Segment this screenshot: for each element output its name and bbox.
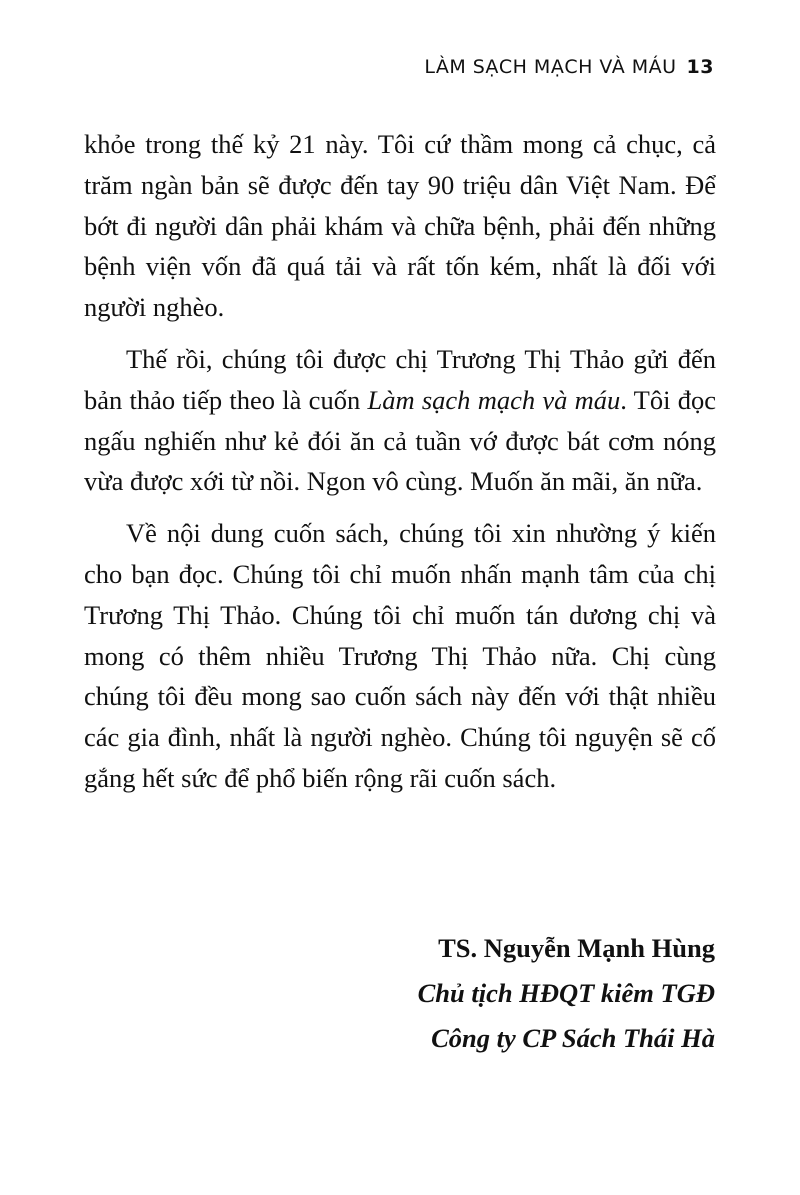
paragraph-2-text-before: Thế rồi, chúng tôi được chị Trương Thị Thảo gửi đến bản thảo tiếp theo là cuốn: [84, 343, 716, 415]
signatory-name: TS. Nguyễn Mạnh Hùng: [438, 933, 715, 963]
running-title: LÀM SẠCH MẠCH VÀ MÁU: [424, 56, 677, 78]
signatory-title: Chủ tịch HĐQT kiêm TGĐ: [417, 978, 715, 1008]
paragraph-2: [84, 339, 716, 502]
signatory-company: Công ty CP Sách Thái Hà: [431, 1023, 715, 1053]
signature-block: [418, 926, 715, 1061]
paragraph-1: khỏe trong thế kỷ 21 này. Tôi cứ thầm mong cả chục, cả trăm ngàn bản sẽ được đến tay 90 triệu dân Việt Nam. Để bớt đi người dân phải khám và chữa bệnh, phải đến những bệnh viện vốn đã quá tải và rất tốn kém, nhất là đối với người nghèo.: [84, 129, 716, 323]
paragraph-3: Về nội dung cuốn sách, chúng tôi xin nhường ý kiến cho bạn đọc. Chúng tôi chỉ muốn nhấn mạnh tâm của chị Trương Thị Thảo. Chúng tôi chỉ muốn tán dương chị và mong có thêm nhiều Trương Thị Thảo nữa. Chị cùng chúng tôi đều mong sao cuốn sách này đến với thật nhiều các gia đình, nhất là người nghèo. Chúng tôi nguyện sẽ cố gắng hết sức để phổ biến rộng rãi cuốn sách.: [84, 518, 716, 793]
paragraph-2-text-after: . Tôi đọc ngấu nghiến như kẻ đói ăn cả tuần vớ được bát cơm nóng vừa được xới từ nồi. Ngon vô cùng. Muốn ăn mãi, ăn nữa.: [84, 384, 716, 497]
body-text: [84, 124, 716, 810]
page-number: 13: [686, 56, 714, 78]
book-title: Làm sạch mạch và máu: [367, 384, 621, 415]
running-header: [424, 56, 714, 78]
